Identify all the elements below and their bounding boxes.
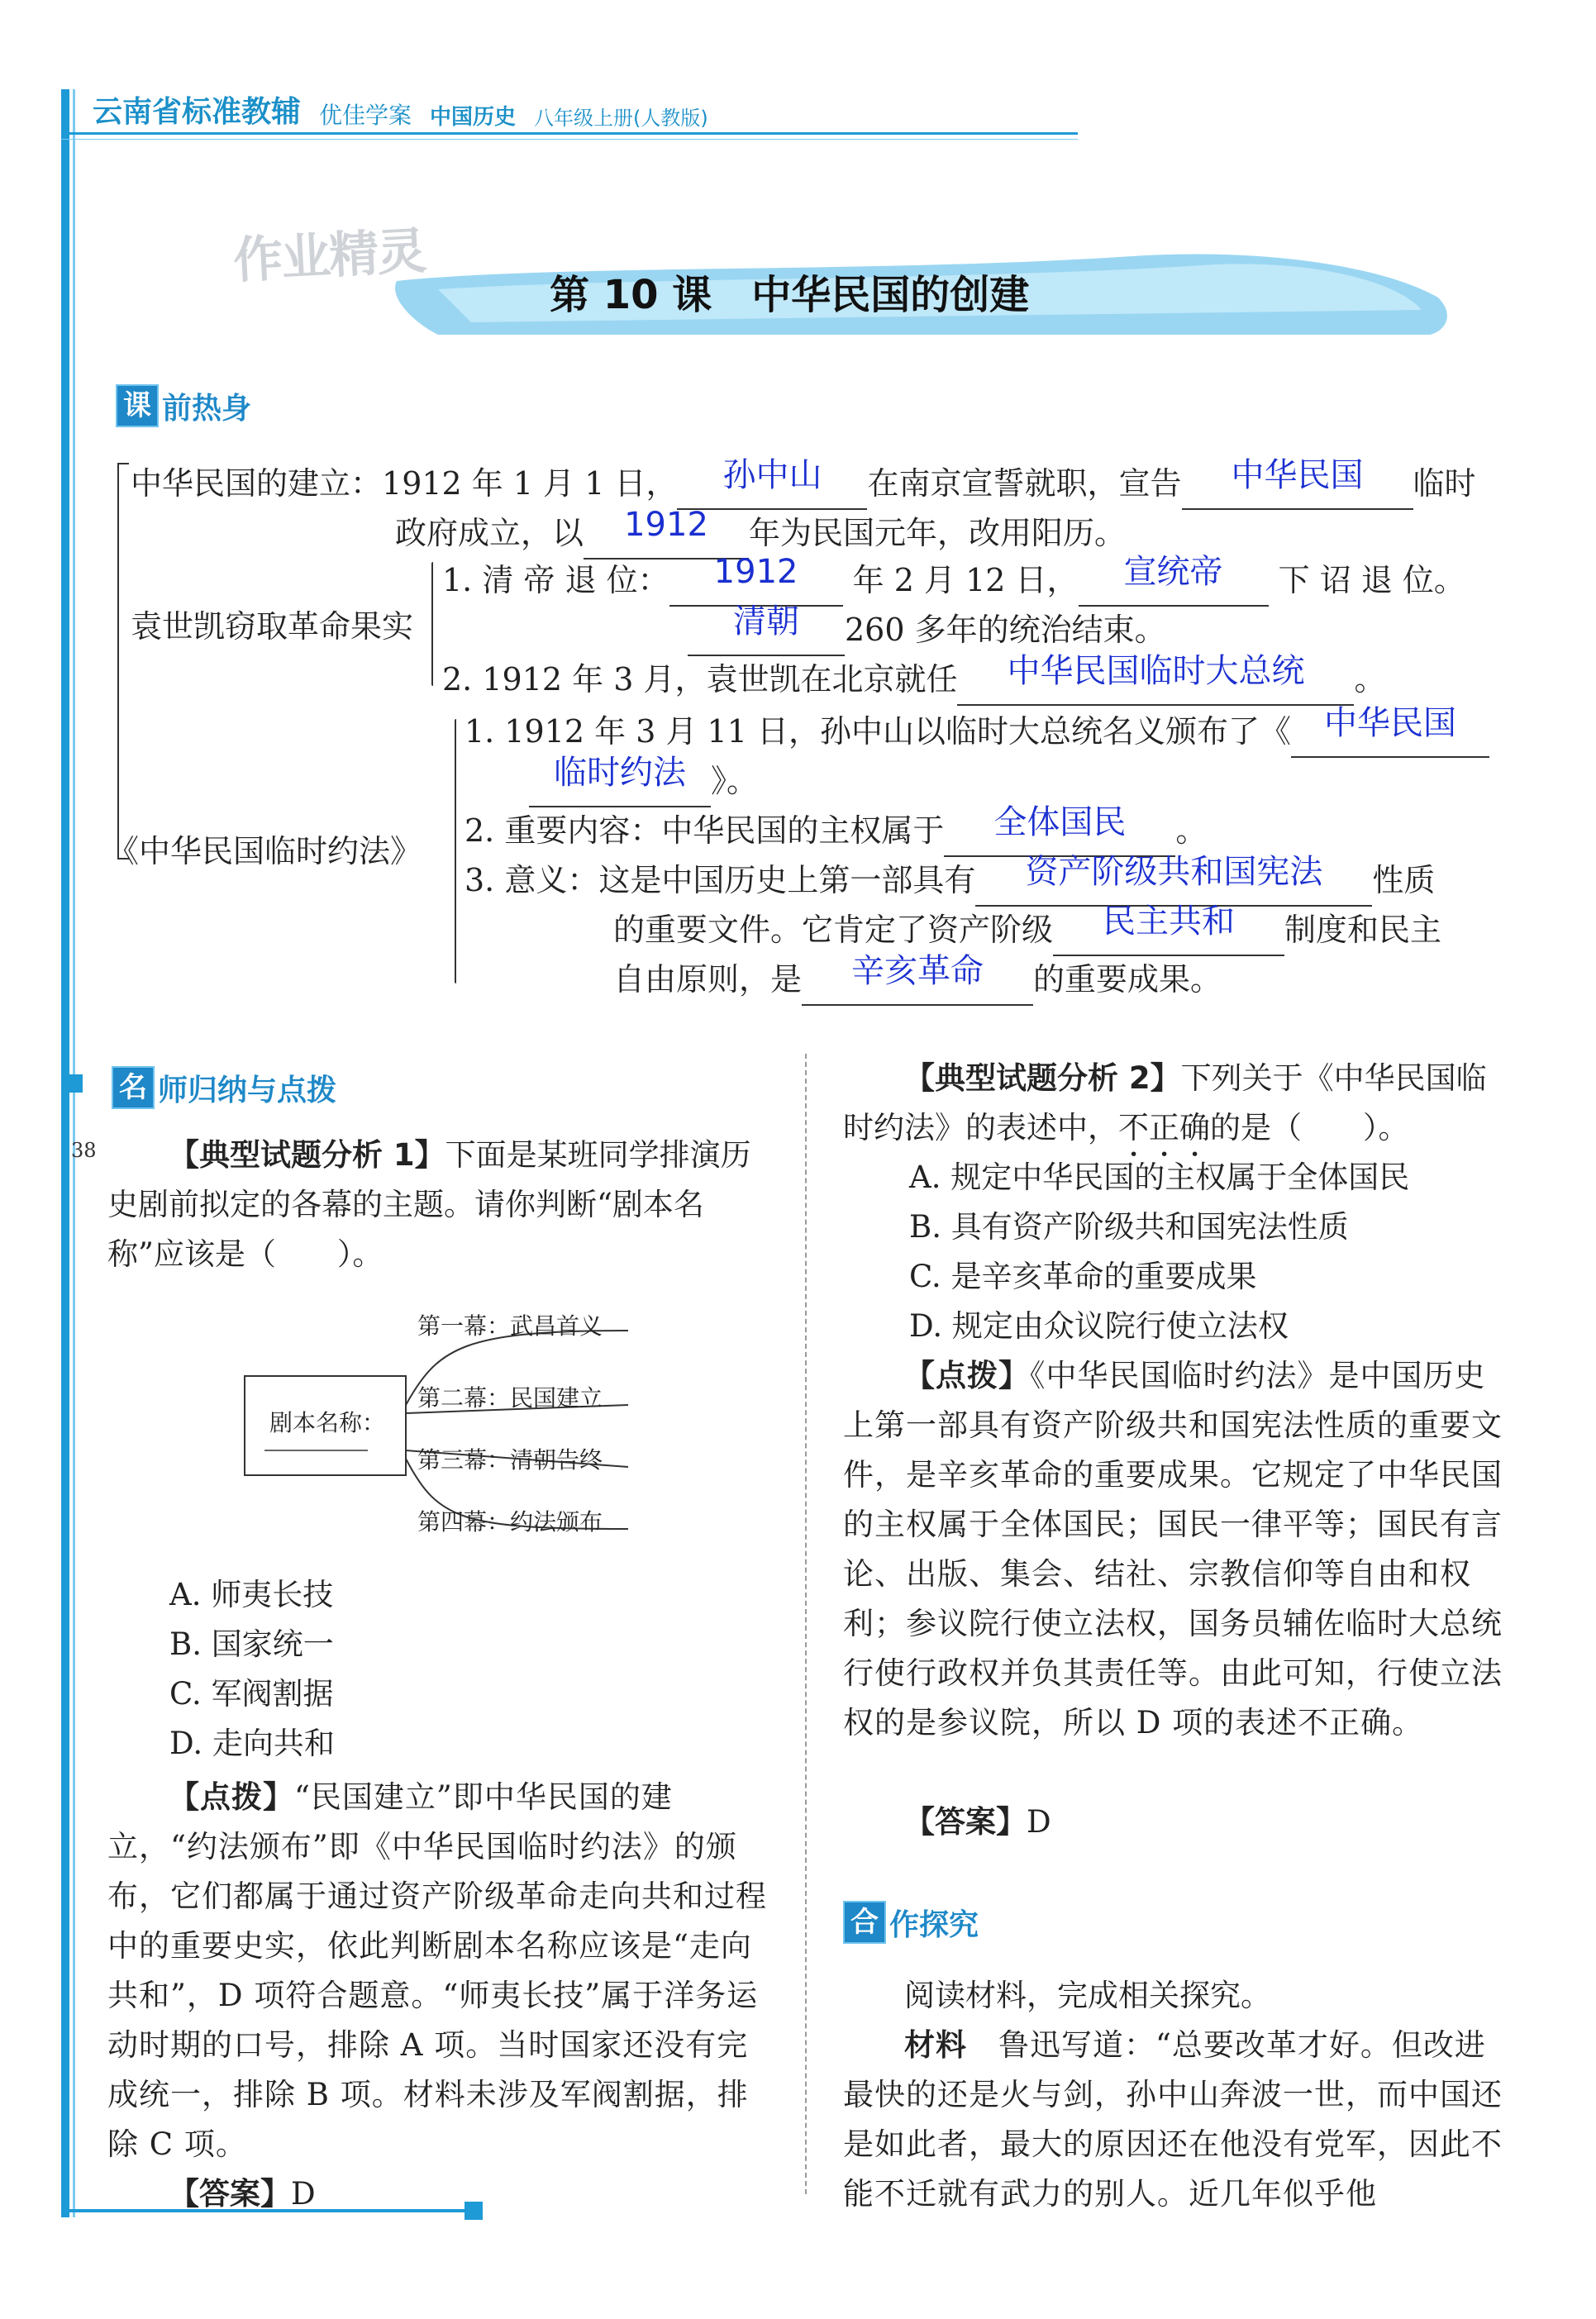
coop-intro: 阅读材料，完成相关探究。: [904, 1978, 1271, 2013]
teacher-badge: 名: [112, 1066, 155, 1109]
item2-point1-line1: [442, 555, 1465, 607]
lesson-title: 第 10 课 中华民国的创建: [550, 272, 1030, 318]
q1-stem: [107, 1131, 777, 1279]
q2-hint-tag: 【点拨】: [904, 1358, 1030, 1393]
q1-answer-value: D: [291, 2176, 316, 2212]
answer-1912-a: 1912: [624, 506, 708, 544]
item1-text: 1912 年 1 月 1 日，: [382, 465, 678, 502]
item1-text: 政府成立，以: [395, 515, 584, 551]
q1-option-c: C. 军阀割据: [169, 1676, 334, 1712]
bottom-marker: [465, 2202, 483, 2220]
item3-text: 1. 1912 年 3 月 11 日，孙中山以临时大总统名义颁布了《: [465, 713, 1291, 750]
item1-text: 临时: [1413, 465, 1476, 502]
q2-stem: [843, 1054, 1513, 1164]
answer-provisional-president: 中华民国临时大总统: [1007, 652, 1305, 690]
left-border: [61, 89, 69, 2217]
q1-answer-tag: 【答案】: [169, 2176, 291, 2212]
q2-options: [909, 1153, 1409, 1351]
answer-democratic-republic: 民主共和: [1103, 902, 1236, 940]
item2-text: 下 诏 退 位。: [1278, 562, 1465, 598]
side-marker: [64, 1074, 83, 1093]
answer-1912-b: 1912: [713, 553, 798, 591]
q2-text-a: 下列关于《中华民国临时约法》的表述中，: [843, 1060, 1487, 1145]
blank-xinhai-revolution: [802, 952, 1033, 1006]
item3-point3-line3: [613, 952, 1222, 1006]
teacher-heading: [112, 1066, 336, 1109]
q2-text-emphasis: 不正确: [1118, 1110, 1210, 1145]
header-rule: [61, 132, 1078, 135]
column-divider: [805, 1054, 807, 2194]
q2-hint-text: 《中华民国临时约法》是中国历史上第一部具有资产阶级共和国宪法性质的重要文件，是辛亥革命的重要成果。它规定了中华民国的主权属于全体国民；国民一律平等；国民有言论、出版、集会、结社、宗教信仰等自由和权利；参议院行使立法权，国务员辅佐临时大总统行使行政权并负其责任等。由此可知，行使立法权的是参议院，所以 D 项的表述不正确。: [843, 1358, 1503, 1740]
item3-topic: 《中华民国临时约法》: [107, 833, 422, 869]
q1-tag: 【典型试题分析 1】: [169, 1137, 445, 1173]
diagram-act-2: 第二幕：民国建立: [417, 1384, 603, 1412]
item1-text: 年为民国元年，改用阳历。: [749, 515, 1127, 551]
brace-tick-1: [117, 463, 129, 464]
item3-text: 》。: [711, 763, 759, 799]
warmup-heading: [116, 384, 251, 427]
item2-topic: 袁世凯窃取革命果实: [131, 608, 414, 645]
answer-provisional-constitution: 临时约法: [554, 754, 686, 792]
item3-text: 的重要成果。: [1033, 961, 1222, 998]
blank-qing: [688, 602, 845, 656]
q2-option-c: C. 是辛亥革命的重要成果: [909, 1259, 1257, 1294]
coop-material-tag: 材料: [904, 2027, 967, 2063]
warmup-item-1-line1: [131, 456, 1476, 510]
item3-point3-line1: [465, 855, 1435, 907]
q2-option-b: B. 具有资产阶级共和国宪法性质: [909, 1209, 1349, 1245]
item2-text: 1. 清 帝 退 位：: [442, 562, 669, 598]
header-rule-thin: [61, 139, 1078, 140]
blank-xuantong: [1079, 555, 1269, 607]
item2-brace: [431, 562, 433, 686]
q1-hint-text: “民国建立”即中华民国的建立，“约法颁布”即《中华民国临时约法》的颁布，它们都属于通过资产阶级革命走向共和过程中的重要史实，依此判断剧本名称应该是“走向共和”，D 项符合题意。“师夷长技”属于洋务运动时期的口号，排除 A 项。当时国家还没有完成统一，排除 B 项。材料未涉及军阀割据，排除 C 项。: [107, 1779, 767, 2162]
q1-hint-tag: 【点拨】: [169, 1779, 294, 1815]
coop-material-text: 鲁迅写道：“总要改革才好。但改进最快的还是火与剑，孙中山奔波一世，而中国还是如此者，最大的原因还在他没有党军，因此不能不迁就有武力的别人。近几年似乎他: [843, 2027, 1503, 2212]
blank-roc: [1182, 456, 1413, 510]
answer-xinhai-revolution: 辛亥革命: [851, 952, 984, 990]
q2-option-a: A. 规定中华民国的主权属于全体国民: [909, 1160, 1410, 1195]
q2-hint: [843, 1351, 1513, 1748]
q2-tag: 【典型试题分析 2】: [904, 1060, 1181, 1096]
item2-text: 。: [1354, 661, 1386, 698]
diagram-act-3: 第三幕：清朝告终: [417, 1446, 603, 1474]
item3-text: 3. 意义：这是中国历史上第一部具有: [465, 862, 976, 898]
running-header: [93, 91, 708, 131]
header-brand: 优佳学案: [319, 102, 412, 129]
coop-heading: [843, 1901, 979, 1944]
coop-badge: 合: [843, 1901, 886, 1944]
item3-text: 。: [1175, 812, 1208, 849]
item1-topic: 中华民国的建立：: [131, 465, 383, 502]
diagram-act-4: 第四幕：约法颁布: [417, 1508, 603, 1536]
item2-text: 260 多年的统治结束。: [845, 612, 1166, 648]
coop-material: [843, 2021, 1513, 2219]
q2-option-d: D. 规定由众议院行使立法权: [909, 1308, 1289, 1344]
item1-text: 在南京宣誓就职，宣告: [867, 465, 1182, 502]
header-grade: 八年级上册(人教版): [534, 107, 708, 130]
item3-brace: [455, 719, 456, 983]
page-number: 38: [71, 1139, 97, 1162]
diagram-box-label: 剧本名称：: [269, 1409, 386, 1436]
item3-text: 的重要文件。它肯定了资产阶级: [613, 912, 1054, 948]
item3-text: 性质: [1372, 862, 1436, 898]
q2-answer: [904, 1798, 1051, 1847]
answer-bourgeois-constitution: 资产阶级共和国宪法: [1025, 853, 1323, 891]
answer-sun-yatsen: 孙中山: [722, 456, 822, 494]
q1-answer: [169, 2169, 316, 2219]
header-subject: 中国历史: [430, 105, 517, 130]
coop-label: 作探究: [889, 1907, 979, 1942]
item2-point2: [442, 652, 1386, 706]
q1-option-d: D. 走向共和: [169, 1726, 335, 1761]
warmup-label: 前热身: [162, 391, 252, 426]
q2-answer-tag: 【答案】: [904, 1804, 1027, 1840]
item3-point1-line2: [529, 756, 758, 807]
item3-text: 制度和民主: [1284, 912, 1442, 948]
q2-text-c: 的是（ ）。: [1210, 1110, 1409, 1145]
q1-option-a: A. 师夷长技: [169, 1577, 334, 1612]
answer-xuantong: 宣统帝: [1123, 553, 1223, 591]
blank-roc-b: [1291, 704, 1489, 758]
q1-options: [169, 1570, 335, 1769]
blank-democratic-republic: [1053, 902, 1284, 956]
q1-text: 下面是某班同学排演历史剧前拟定的各幕的主题。请你判断“剧本名称”应该是（ ）。: [107, 1137, 751, 1272]
item3-text: 2. 重要内容：中华民国的主权属于: [465, 812, 945, 849]
warmup-main-brace: [117, 463, 119, 860]
answer-roc-b: 中华民国: [1323, 704, 1456, 742]
watermark: 作业精灵: [231, 221, 426, 291]
teacher-label: 师归纳与点拨: [158, 1073, 337, 1107]
answer-roc: 中华民国: [1231, 456, 1364, 494]
q1-hint: [107, 1773, 777, 2169]
q2-answer-value: D: [1027, 1804, 1051, 1840]
warmup-badge: 课: [116, 384, 159, 427]
q1-option-b: B. 国家统一: [169, 1626, 334, 1662]
answer-qing: 清朝: [733, 602, 799, 640]
blank-provisional-constitution: [529, 756, 711, 807]
item3-text: 自由原则，是: [613, 961, 803, 998]
diagram-act-1: 第一幕：武昌首义: [417, 1312, 603, 1340]
item2-text: 年 2 月 12 日，: [852, 562, 1079, 598]
header-series: 云南省标准教辅: [93, 95, 302, 129]
answer-all-citizens: 全体国民: [993, 803, 1127, 841]
item2-text: 2. 1912 年 3 月，袁世凯在北京就任: [442, 661, 958, 698]
